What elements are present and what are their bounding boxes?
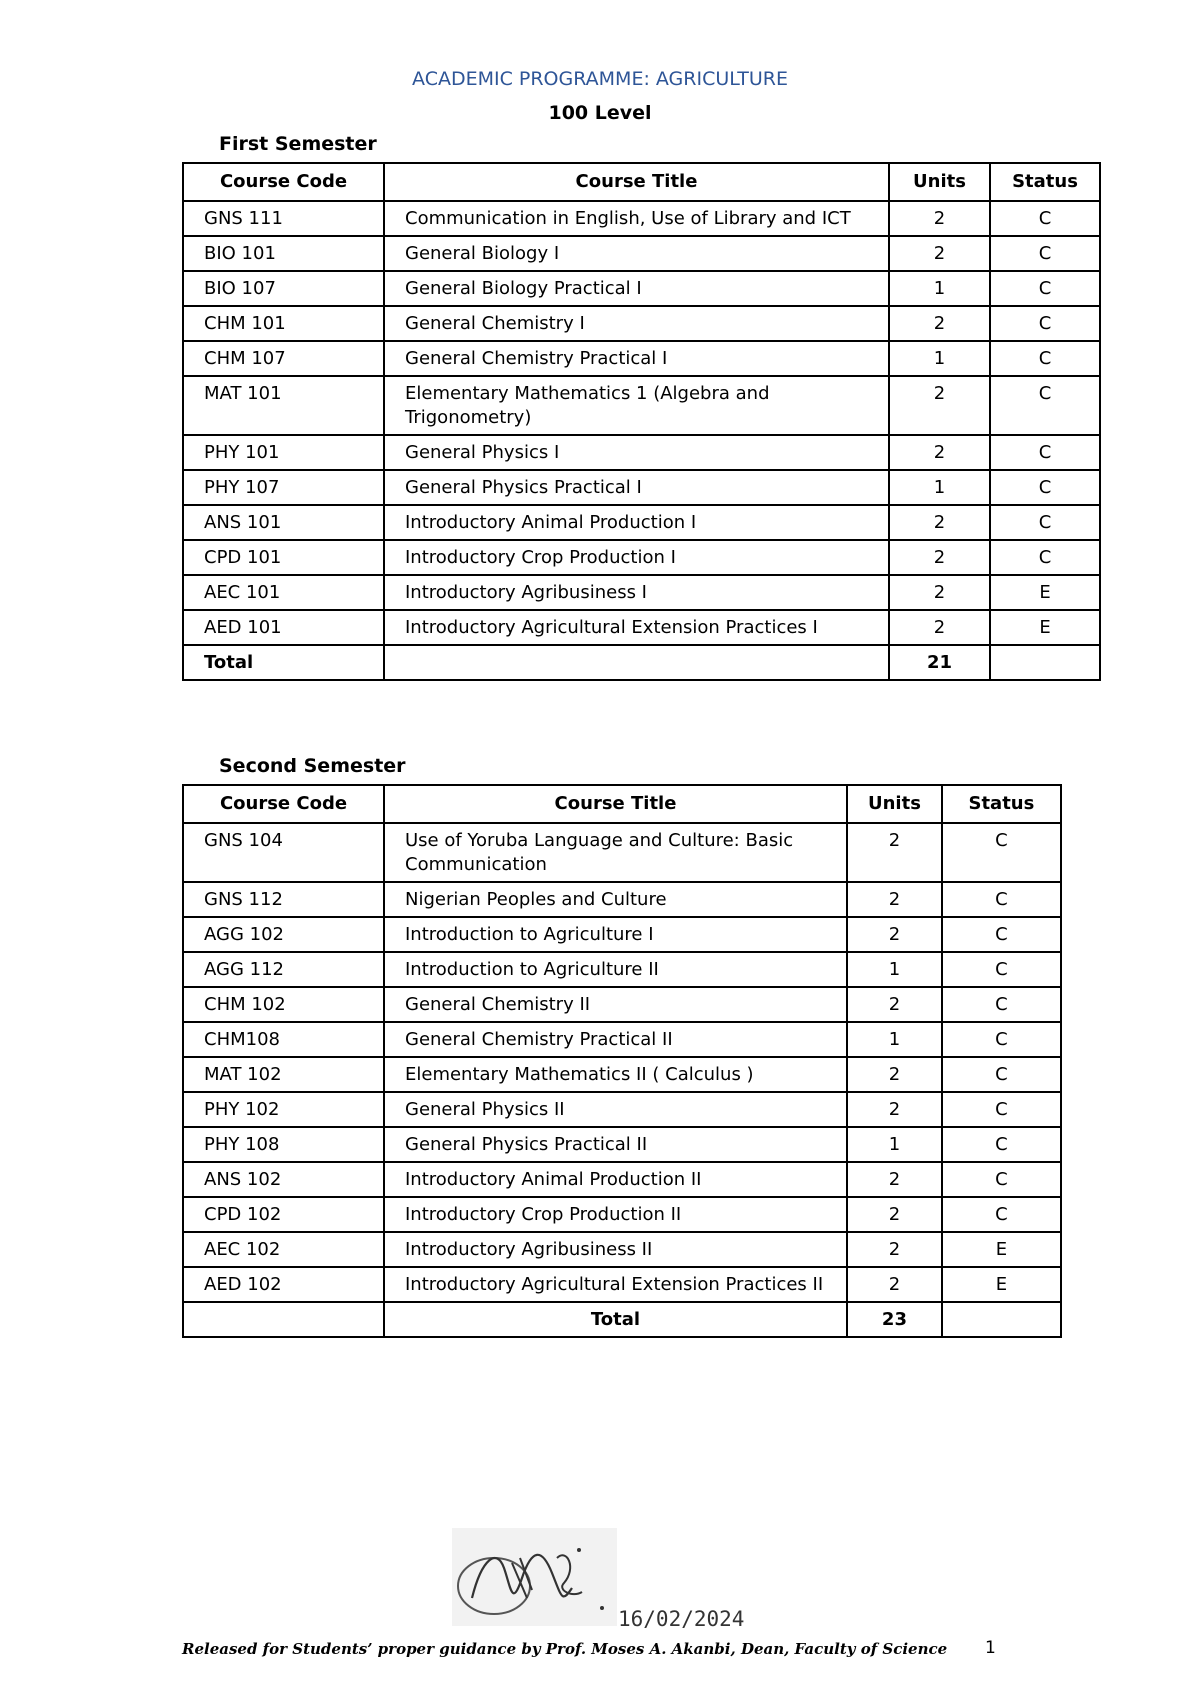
status-cell: C: [942, 882, 1061, 917]
footer-note: Released for Students’ proper guidance by Prof. Moses A. Akanbi, Dean, Faculty of Science: [182, 1640, 948, 1658]
course-code-cell: GNS 104: [183, 823, 384, 882]
header-status: Status: [942, 785, 1061, 823]
course-code-cell: GNS 111: [183, 201, 384, 236]
table-row: [183, 1197, 1061, 1232]
course-title-cell: Introduction to Agriculture I: [384, 917, 847, 952]
units-cell: 2: [847, 1057, 942, 1092]
table-row: [183, 201, 1100, 236]
status-cell: C: [942, 952, 1061, 987]
status-cell: C: [990, 306, 1100, 341]
table-row: [183, 271, 1100, 306]
units-cell: 2: [889, 201, 990, 236]
level-heading: 100 Level: [548, 102, 652, 124]
total-empty-status: [942, 1302, 1061, 1337]
table-header-row: [183, 163, 1100, 201]
units-cell: 2: [889, 306, 990, 341]
second-semester-rows: [183, 823, 1061, 1302]
course-code-cell: AEC 101: [183, 575, 384, 610]
table-row: [183, 505, 1100, 540]
header-course-title: Course Title: [384, 163, 889, 201]
units-cell: 1: [847, 952, 942, 987]
course-title-cell: Introductory Animal Production I: [384, 505, 889, 540]
table-row: [183, 1092, 1061, 1127]
header-status: Status: [990, 163, 1100, 201]
units-cell: 2: [847, 1092, 942, 1127]
header-course-title: Course Title: [384, 785, 847, 823]
table-row: [183, 1022, 1061, 1057]
second-semester-label: Second Semester: [219, 755, 406, 777]
table-row: [183, 882, 1061, 917]
course-title-cell: Elementary Mathematics II ( Calculus ): [384, 1057, 847, 1092]
table-header-row: [183, 785, 1061, 823]
total-empty-code: [183, 1302, 384, 1337]
course-title-cell: Introductory Crop Production II: [384, 1197, 847, 1232]
units-cell: 2: [889, 236, 990, 271]
header-course-code: Course Code: [183, 785, 384, 823]
course-title-cell: Introductory Agribusiness I: [384, 575, 889, 610]
units-cell: 2: [847, 823, 942, 882]
course-code-cell: AEC 102: [183, 1232, 384, 1267]
units-cell: 2: [889, 435, 990, 470]
status-cell: C: [990, 376, 1100, 435]
course-code-cell: BIO 101: [183, 236, 384, 271]
course-code-cell: BIO 107: [183, 271, 384, 306]
units-cell: 2: [847, 882, 942, 917]
units-cell: 1: [847, 1022, 942, 1057]
course-code-cell: PHY 107: [183, 470, 384, 505]
units-cell: 2: [889, 376, 990, 435]
status-cell: C: [942, 1127, 1061, 1162]
course-code-cell: AED 101: [183, 610, 384, 645]
table-row: [183, 1127, 1061, 1162]
total-empty-title: [384, 645, 889, 680]
course-title-cell: General Physics Practical II: [384, 1127, 847, 1162]
course-title-cell: Communication in English, Use of Library and ICT: [384, 201, 889, 236]
units-cell: 2: [847, 1197, 942, 1232]
total-units: 21: [889, 645, 990, 680]
total-empty-status: [990, 645, 1100, 680]
table-row: [183, 236, 1100, 271]
status-cell: C: [990, 435, 1100, 470]
units-cell: 1: [889, 470, 990, 505]
course-code-cell: CHM 102: [183, 987, 384, 1022]
units-cell: 2: [889, 540, 990, 575]
course-title-cell: General Chemistry Practical I: [384, 341, 889, 376]
release-date: 16/02/2024: [618, 1607, 745, 1631]
course-code-cell: PHY 108: [183, 1127, 384, 1162]
units-cell: 2: [889, 610, 990, 645]
units-cell: 2: [889, 505, 990, 540]
header-units: Units: [889, 163, 990, 201]
course-title-cell: General Physics Practical I: [384, 470, 889, 505]
status-cell: E: [990, 575, 1100, 610]
status-cell: C: [990, 271, 1100, 306]
status-cell: C: [942, 987, 1061, 1022]
course-title-cell: General Physics II: [384, 1092, 847, 1127]
first-semester-label: First Semester: [219, 133, 377, 155]
status-cell: C: [990, 470, 1100, 505]
units-cell: 2: [847, 987, 942, 1022]
table-row: [183, 917, 1061, 952]
course-code-cell: MAT 101: [183, 376, 384, 435]
units-cell: 1: [847, 1127, 942, 1162]
table-row: [183, 306, 1100, 341]
table-row: [183, 987, 1061, 1022]
status-cell: C: [990, 505, 1100, 540]
units-cell: 2: [847, 1267, 942, 1302]
second-semester-table: [182, 784, 1062, 1338]
status-cell: C: [990, 236, 1100, 271]
status-cell: C: [942, 917, 1061, 952]
course-title-cell: Introductory Agribusiness II: [384, 1232, 847, 1267]
course-title-cell: Use of Yoruba Language and Culture: Basic Communication: [384, 823, 847, 882]
total-units: 23: [847, 1302, 942, 1337]
table-row: [183, 341, 1100, 376]
units-cell: 1: [889, 341, 990, 376]
first-semester-table: [182, 162, 1101, 681]
units-cell: 2: [847, 1162, 942, 1197]
table-row: [183, 1232, 1061, 1267]
course-code-cell: ANS 102: [183, 1162, 384, 1197]
course-code-cell: GNS 112: [183, 882, 384, 917]
course-code-cell: MAT 102: [183, 1057, 384, 1092]
total-label: Total: [384, 1302, 847, 1337]
status-cell: C: [990, 540, 1100, 575]
course-code-cell: AED 102: [183, 1267, 384, 1302]
course-code-cell: PHY 101: [183, 435, 384, 470]
course-code-cell: PHY 102: [183, 1092, 384, 1127]
table-row: [183, 435, 1100, 470]
course-code-cell: CHM 101: [183, 306, 384, 341]
course-title-cell: General Chemistry II: [384, 987, 847, 1022]
course-title-cell: Introduction to Agriculture II: [384, 952, 847, 987]
units-cell: 1: [889, 271, 990, 306]
programme-title: ACADEMIC PROGRAMME: AGRICULTURE: [412, 68, 788, 90]
status-cell: C: [942, 823, 1061, 882]
course-code-cell: AGG 112: [183, 952, 384, 987]
course-title-cell: Introductory Agricultural Extension Practices I: [384, 610, 889, 645]
units-cell: 2: [847, 917, 942, 952]
total-row: [183, 645, 1100, 680]
course-title-cell: General Biology Practical I: [384, 271, 889, 306]
table-row: [183, 1267, 1061, 1302]
course-title-cell: Introductory Crop Production I: [384, 540, 889, 575]
course-code-cell: AGG 102: [183, 917, 384, 952]
course-code-cell: ANS 101: [183, 505, 384, 540]
first-semester-rows: [183, 201, 1100, 645]
status-cell: C: [942, 1092, 1061, 1127]
table-row: [183, 540, 1100, 575]
status-cell: C: [942, 1162, 1061, 1197]
table-row: [183, 376, 1100, 435]
table-row: [183, 823, 1061, 882]
course-code-cell: CPD 101: [183, 540, 384, 575]
status-cell: C: [942, 1022, 1061, 1057]
course-code-cell: CHM108: [183, 1022, 384, 1057]
course-title-cell: General Physics I: [384, 435, 889, 470]
course-title-cell: Introductory Animal Production II: [384, 1162, 847, 1197]
table-row: [183, 610, 1100, 645]
header-course-code: Course Code: [183, 163, 384, 201]
course-title-cell: General Chemistry I: [384, 306, 889, 341]
signature-icon: [452, 1528, 617, 1626]
status-cell: C: [942, 1197, 1061, 1232]
signature-image: [452, 1528, 617, 1626]
course-title-cell: Nigerian Peoples and Culture: [384, 882, 847, 917]
status-cell: E: [942, 1267, 1061, 1302]
page-number: 1: [985, 1638, 996, 1658]
table-row: [183, 1057, 1061, 1092]
status-cell: C: [990, 201, 1100, 236]
table-row: [183, 952, 1061, 987]
units-cell: 2: [847, 1232, 942, 1267]
course-code-cell: CPD 102: [183, 1197, 384, 1232]
course-code-cell: CHM 107: [183, 341, 384, 376]
course-title-cell: General Biology I: [384, 236, 889, 271]
status-cell: C: [990, 341, 1100, 376]
course-title-cell: General Chemistry Practical II: [384, 1022, 847, 1057]
course-title-cell: Introductory Agricultural Extension Practices II: [384, 1267, 847, 1302]
course-title-cell: Elementary Mathematics 1 (Algebra and Trigonometry): [384, 376, 889, 435]
table-row: [183, 1162, 1061, 1197]
status-cell: E: [990, 610, 1100, 645]
table-row: [183, 575, 1100, 610]
table-row: [183, 470, 1100, 505]
total-row: [183, 1302, 1061, 1337]
header-units: Units: [847, 785, 942, 823]
total-label: Total: [183, 645, 384, 680]
status-cell: C: [942, 1057, 1061, 1092]
units-cell: 2: [889, 575, 990, 610]
status-cell: E: [942, 1232, 1061, 1267]
